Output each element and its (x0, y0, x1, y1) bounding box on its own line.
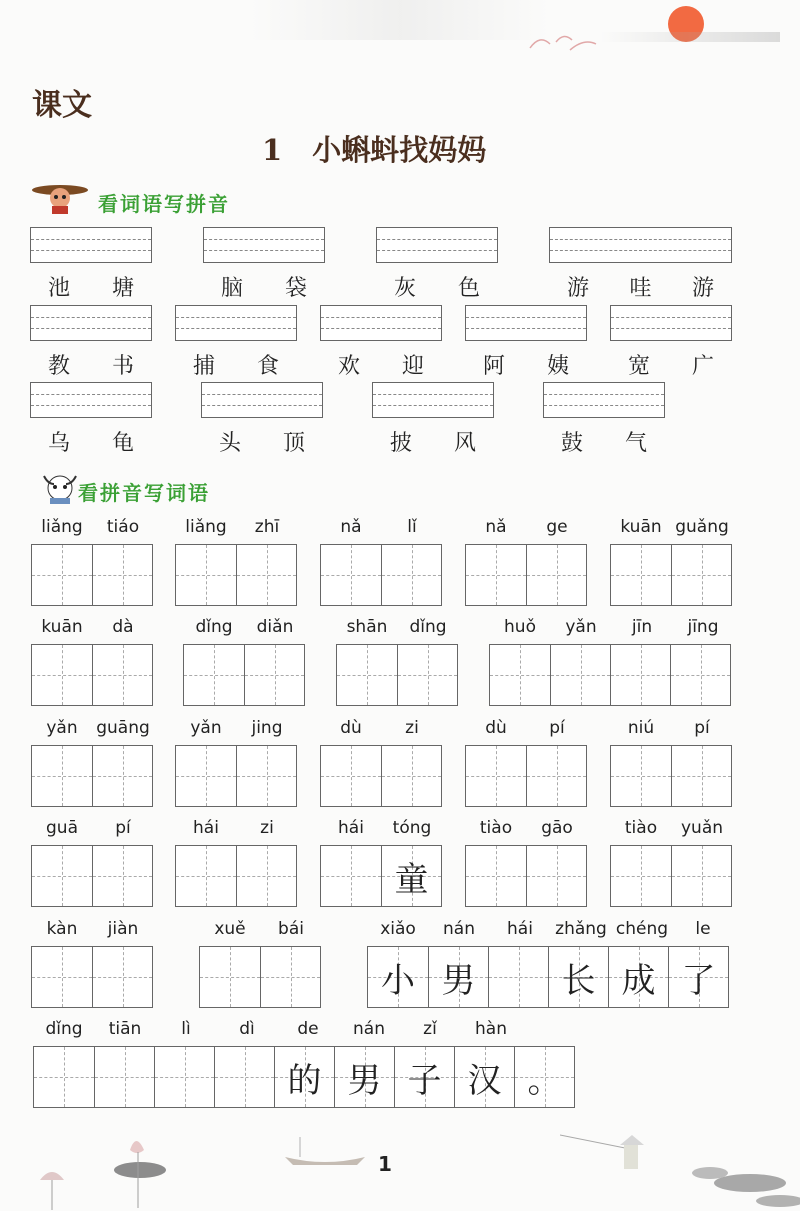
pinyin-answer-box[interactable] (465, 305, 587, 341)
tianzi-cell[interactable] (608, 947, 668, 1007)
pinyin-answer-box[interactable] (376, 227, 498, 263)
tianzi-grid (336, 644, 458, 706)
word-item (48, 349, 134, 380)
pinyin-label: zǐ (423, 1019, 437, 1039)
page-number: 1 (378, 1152, 392, 1176)
given-char (93, 545, 152, 605)
tianzi-cell[interactable] (236, 846, 296, 906)
given-char (237, 846, 296, 906)
pinyin-label: pí (549, 718, 565, 738)
bird-decoration (520, 20, 600, 60)
given-char (611, 545, 671, 605)
tianzi-cell[interactable] (488, 947, 548, 1007)
word-item (561, 426, 647, 457)
word-char: 游 (691, 276, 714, 301)
word-char: 游 (567, 276, 590, 301)
word-char: 阿 (483, 354, 506, 379)
word-char: 宽 (628, 354, 651, 379)
pinyin-label: liǎng (41, 517, 83, 537)
pinyin-answer-box[interactable] (175, 305, 297, 341)
word-char: 池 (48, 276, 71, 301)
given-char: 男 (441, 960, 476, 1001)
pinyin-label: tiān (108, 1019, 142, 1039)
given-char (611, 645, 670, 705)
tianzi-grid (320, 845, 442, 907)
pinyin-label: yǎn (190, 718, 222, 738)
tianzi-cell[interactable] (381, 545, 441, 605)
tianzi-grid (610, 544, 732, 606)
given-char: 童 (394, 859, 429, 900)
word-item (221, 271, 307, 302)
tianzi-cell[interactable] (92, 645, 152, 705)
word-item (338, 349, 424, 380)
pinyin-label: yǎn (46, 718, 78, 738)
tianzi-cell[interactable] (381, 846, 441, 906)
given-char (237, 746, 296, 806)
tianzi-cell[interactable] (92, 545, 152, 605)
given-char (672, 746, 731, 806)
tianzi-cell[interactable] (671, 846, 731, 906)
given-char (32, 645, 92, 705)
pinyin-answer-box[interactable] (372, 382, 494, 418)
given-char (611, 846, 671, 906)
given-char (527, 846, 586, 906)
given-char (527, 545, 586, 605)
banner-write-pinyin: 看词语写拼音 (98, 192, 230, 216)
pinyin-label: yǎn (565, 617, 597, 637)
pinyin-label: nǎ (485, 517, 507, 537)
tianzi-cell[interactable] (526, 545, 586, 605)
word-char: 欢 (338, 354, 361, 379)
tianzi-cell[interactable] (526, 846, 586, 906)
tianzi-cell[interactable] (397, 645, 457, 705)
tianzi-cell[interactable] (671, 545, 731, 605)
pinyin-label: kuān (620, 517, 662, 537)
word-char: 袋 (284, 276, 307, 301)
tianzi-cell[interactable] (381, 746, 441, 806)
given-char (176, 545, 236, 605)
word-char: 迎 (401, 354, 424, 379)
banner-write-words: 看拼音写词语 (78, 481, 210, 505)
lesson-number: 1 (262, 133, 283, 167)
given-char (32, 947, 92, 1007)
tianzi-cell[interactable] (236, 746, 296, 806)
pinyin-label: hàn (475, 1019, 507, 1039)
lesson-title (262, 128, 486, 169)
pinyin-label: jing (251, 718, 283, 738)
given-char (261, 947, 320, 1007)
tianzi-grid (320, 745, 442, 807)
pinyin-label: xiǎo (380, 919, 416, 939)
tianzi-cell[interactable] (94, 1047, 154, 1107)
tianzi-grid (489, 644, 731, 706)
pinyin-label: huǒ (504, 617, 536, 637)
word-char: 头 (219, 431, 242, 456)
tianzi-cell[interactable] (466, 545, 526, 605)
given-char (398, 645, 457, 705)
tianzi-cell[interactable] (260, 947, 320, 1007)
lesson-name: 小蝌蚪找妈妈 (312, 133, 487, 167)
word-char: 披 (390, 431, 413, 456)
given-char: 了 (681, 960, 716, 1001)
given-char (490, 645, 550, 705)
given-char (32, 846, 92, 906)
pinyin-answer-box[interactable] (549, 227, 732, 263)
pinyin-label: hái (507, 919, 533, 939)
given-char (337, 645, 397, 705)
tianzi-cell[interactable] (321, 746, 381, 806)
given-char (215, 1047, 274, 1107)
pinyin-label: jīng (687, 617, 719, 637)
given-char (672, 545, 731, 605)
tianzi-grid (175, 544, 297, 606)
word-char: 书 (111, 354, 134, 379)
word-char: 哇 (629, 276, 652, 301)
pinyin-label: tóng (392, 818, 432, 838)
given-char (32, 545, 92, 605)
tianzi-cell[interactable] (244, 645, 304, 705)
tianzi-cell[interactable] (32, 645, 92, 705)
word-char: 龟 (111, 431, 134, 456)
given-char (237, 545, 296, 605)
tianzi-cell[interactable] (611, 545, 671, 605)
tianzi-cell[interactable] (176, 846, 236, 906)
given-char (93, 746, 152, 806)
given-char (382, 746, 441, 806)
tianzi-cell[interactable] (321, 846, 381, 906)
pinyin-label: dǐng (45, 1019, 83, 1039)
given-char (176, 746, 236, 806)
pinyin-label: dà (112, 617, 134, 637)
pinyin-label: guǎng (675, 517, 729, 537)
tianzi-grid (31, 745, 153, 807)
pinyin-label: niú (627, 718, 655, 738)
given-char (672, 846, 731, 906)
tianzi-grid (31, 644, 153, 706)
tianzi-cell[interactable] (92, 947, 152, 1007)
given-char (34, 1047, 94, 1107)
pinyin-label: nán (443, 919, 475, 939)
tianzi-cell[interactable] (671, 746, 731, 806)
given-char: 长 (561, 960, 596, 1001)
tianzi-cell[interactable] (200, 947, 260, 1007)
word-char: 乌 (48, 431, 71, 456)
pinyin-label: jīn (631, 617, 653, 637)
pinyin-label: nán (353, 1019, 385, 1039)
word-char: 气 (624, 431, 647, 456)
tianzi-grid (465, 544, 587, 606)
pinyin-label: tiào (479, 818, 513, 838)
tianzi-cell[interactable] (368, 947, 428, 1007)
tianzi-cell[interactable] (236, 545, 296, 605)
tianzi-cell[interactable] (34, 1047, 94, 1107)
tianzi-cell[interactable] (428, 947, 488, 1007)
pinyin-label: chéng (615, 919, 669, 939)
pinyin-label: liǎng (185, 517, 227, 537)
pinyin-label: jiàn (107, 919, 139, 939)
given-char: 。 (527, 1060, 562, 1101)
tianzi-grid (610, 745, 732, 807)
given-char (466, 746, 526, 806)
pinyin-answer-box[interactable] (30, 382, 152, 418)
tianzi-cell[interactable] (668, 947, 728, 1007)
pinyin-label: tiáo (106, 517, 140, 537)
tianzi-cell[interactable] (394, 1047, 454, 1107)
tianzi-cell[interactable] (184, 645, 244, 705)
word-item (394, 271, 480, 302)
word-char: 姨 (546, 354, 569, 379)
tianzi-cell[interactable] (214, 1047, 274, 1107)
given-char (527, 746, 586, 806)
pinyin-label: xuě (214, 919, 246, 939)
lotus-decoration (20, 1130, 200, 1210)
given-char (489, 947, 548, 1007)
given-char (200, 947, 260, 1007)
given-char: 小 (381, 960, 415, 1001)
given-char (93, 846, 152, 906)
header-ink-wash-right (600, 32, 780, 42)
pinyin-label: zi (260, 818, 274, 838)
section-title: 课文 (32, 88, 92, 123)
pinyin-label: dù (340, 718, 362, 738)
given-char (93, 645, 152, 705)
tianzi-cell[interactable] (670, 645, 730, 705)
word-item (483, 349, 569, 380)
fisherman-decoration (560, 1125, 800, 1211)
tianzi-cell[interactable] (466, 746, 526, 806)
pinyin-answer-box[interactable] (610, 305, 732, 341)
pinyin-label: zhī (254, 517, 280, 537)
tianzi-grid (367, 946, 729, 1008)
tianzi-cell[interactable] (32, 545, 92, 605)
word-char: 灰 (394, 276, 417, 301)
pinyin-label: guāng (96, 718, 150, 738)
tianzi-grid (199, 946, 321, 1008)
tianzi-grid (320, 544, 442, 606)
pinyin-label: guā (46, 818, 78, 838)
given-char (95, 1047, 154, 1107)
word-item (48, 271, 134, 302)
tianzi-cell[interactable] (154, 1047, 214, 1107)
pinyin-label: hái (338, 818, 364, 838)
tianzi-cell[interactable] (32, 746, 92, 806)
given-char (466, 545, 526, 605)
word-char: 食 (256, 354, 279, 379)
given-char (321, 846, 381, 906)
pinyin-label: zhǎng (555, 919, 607, 939)
tianzi-grid (175, 845, 297, 907)
tianzi-grid (183, 644, 305, 706)
word-item (48, 426, 134, 457)
given-char (671, 645, 730, 705)
tianzi-cell[interactable] (611, 846, 671, 906)
pinyin-label: bái (278, 919, 304, 939)
word-item (219, 426, 305, 457)
word-item (628, 349, 714, 380)
pinyin-label: kuān (41, 617, 83, 637)
given-char: 汉 (467, 1060, 502, 1101)
given-char: 男 (347, 1060, 382, 1101)
word-char: 捕 (193, 354, 216, 379)
pinyin-answer-box[interactable] (30, 227, 152, 263)
tianzi-cell[interactable] (176, 545, 236, 605)
given-char (321, 545, 381, 605)
pinyin-label: pí (115, 818, 131, 838)
given-char (155, 1047, 214, 1107)
tianzi-cell[interactable] (32, 947, 92, 1007)
pinyin-answer-box[interactable] (201, 382, 323, 418)
tianzi-cell[interactable] (454, 1047, 514, 1107)
pinyin-label: pí (694, 718, 710, 738)
word-char: 广 (691, 354, 714, 379)
tianzi-cell[interactable] (610, 645, 670, 705)
pinyin-label: ge (546, 517, 568, 537)
word-char: 教 (48, 354, 71, 379)
given-char (32, 746, 92, 806)
given-char (93, 947, 152, 1007)
word-item (193, 349, 279, 380)
word-char: 风 (453, 431, 476, 456)
boat-decoration (280, 1135, 370, 1175)
mascot-hat-icon (30, 180, 90, 216)
tianzi-cell[interactable] (176, 746, 236, 806)
tianzi-cell[interactable] (550, 645, 610, 705)
pinyin-label: nǎ (340, 517, 362, 537)
pinyin-answer-box[interactable] (30, 305, 152, 341)
tianzi-cell[interactable] (548, 947, 608, 1007)
tianzi-grid (31, 946, 153, 1008)
given-char: 子 (407, 1060, 442, 1101)
word-char: 塘 (111, 276, 134, 301)
tianzi-cell[interactable] (92, 746, 152, 806)
pinyin-label: kàn (46, 919, 78, 939)
tianzi-cell[interactable] (32, 846, 92, 906)
given-char (176, 846, 236, 906)
word-item (567, 271, 714, 302)
pinyin-label: zi (405, 718, 419, 738)
tianzi-grid (31, 544, 153, 606)
pinyin-label: lì (181, 1019, 191, 1039)
tianzi-cell[interactable] (466, 846, 526, 906)
pinyin-answer-box[interactable] (203, 227, 325, 263)
tianzi-cell[interactable] (334, 1047, 394, 1107)
given-char: 成 (621, 960, 656, 1001)
tianzi-grid (465, 745, 587, 807)
pinyin-label: de (297, 1019, 319, 1039)
tianzi-grid (465, 845, 587, 907)
given-char (611, 746, 671, 806)
tianzi-cell[interactable] (490, 645, 550, 705)
given-char (382, 545, 441, 605)
given-char (321, 746, 381, 806)
pinyin-label: dǐng (195, 617, 233, 637)
pinyin-label: hái (193, 818, 219, 838)
pinyin-label: yuǎn (680, 818, 724, 838)
given-char: 的 (287, 1060, 322, 1101)
pinyin-label: shān (346, 617, 388, 637)
tianzi-grid (610, 845, 732, 907)
pinyin-label: tiào (624, 818, 658, 838)
pinyin-label: gāo (541, 818, 573, 838)
tianzi-cell[interactable] (526, 746, 586, 806)
pinyin-answer-box[interactable] (543, 382, 665, 418)
word-item (390, 426, 476, 457)
pinyin-label: dǐng (409, 617, 447, 637)
pinyin-label: diǎn (256, 617, 294, 637)
given-char (466, 846, 526, 906)
pinyin-label: dù (485, 718, 507, 738)
pinyin-label: le (695, 919, 711, 939)
word-char: 顶 (282, 431, 305, 456)
pinyin-label: dì (239, 1019, 255, 1039)
tianzi-cell[interactable] (274, 1047, 334, 1107)
tianzi-cell[interactable] (514, 1047, 574, 1107)
pinyin-answer-box[interactable] (320, 305, 442, 341)
tianzi-cell[interactable] (337, 645, 397, 705)
tianzi-cell[interactable] (92, 846, 152, 906)
tianzi-grid (31, 845, 153, 907)
header-ink-wash (250, 0, 550, 40)
word-char: 脑 (221, 276, 244, 301)
word-char: 鼓 (561, 431, 584, 456)
tianzi-grid (33, 1046, 575, 1108)
given-char (551, 645, 610, 705)
given-char (245, 645, 304, 705)
word-char: 色 (457, 276, 480, 301)
pinyin-label: lǐ (407, 517, 417, 537)
tianzi-grid (175, 745, 297, 807)
given-char (184, 645, 244, 705)
tianzi-cell[interactable] (321, 545, 381, 605)
tianzi-cell[interactable] (611, 746, 671, 806)
